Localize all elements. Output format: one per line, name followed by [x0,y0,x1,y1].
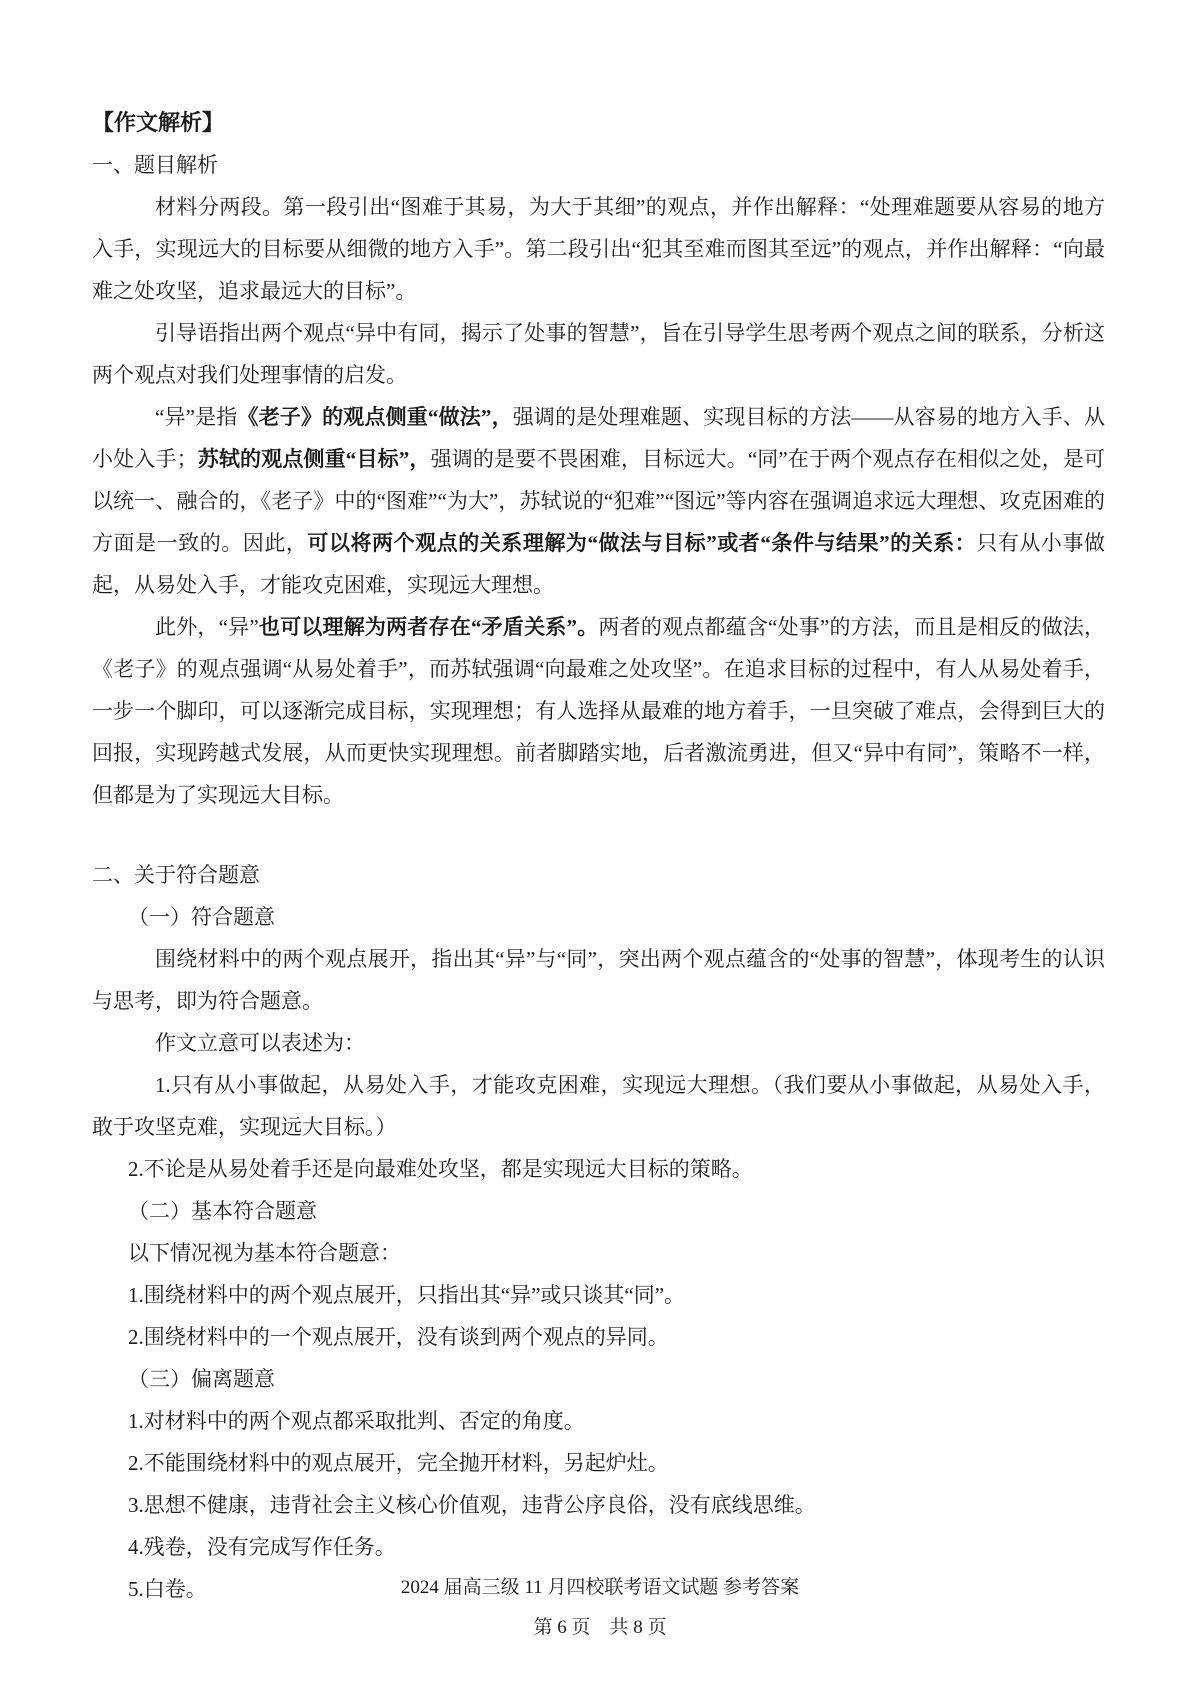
subsection-1-heading [92,896,1105,938]
paragraph-guide [92,312,1105,396]
text-run: 以下情况视为基本符合题意： [128,1241,401,1265]
paragraph-difference [92,396,1105,606]
text-run: 2.围绕材料中的一个观点展开，没有谈到两个观点的异同。 [128,1325,669,1349]
list-item-intent-2 [92,1148,1105,1190]
text-run: 1.围绕材料中的两个观点展开，只指出其“异”或只谈其“同”。 [128,1283,686,1307]
text-run: 材料分两段。第一段引出“图难于其易，为大于其细”的观点，并作出解释：“处理难题要从容易的地方入手，实现远大的目标要从细微的地方入手”。第二段引出“犯其至难而图其至远”的观点，并作出解释：“向最难之处攻坚，追求最远大的目标”。 [92,195,1105,303]
text-run: 引导语指出两个观点“异中有同，揭示了处事的智慧”，旨在引导学生思考两个观点之间的联系，分析这两个观点对我们处理事情的启发。 [92,321,1105,387]
paragraph-fit-topic [92,938,1105,1022]
bold-text: 【作文解析】 [92,110,225,135]
section-2-heading [92,854,1105,896]
list-item-intent-1 [92,1064,1105,1148]
text-run: 3.思想不健康，违背社会主义核心价值观，违背公序良俗，没有底线思维。 [128,1493,816,1517]
text-run: （一）符合题意 [128,905,275,929]
document-body [92,102,1105,1610]
text-run: 1.只有从小事做起，从易处入手，才能攻克困难，实现远大理想。（我们要从小事做起，从易处入手，敢于攻坚克难，实现远大目标。） [92,1073,1105,1139]
text-run: （二）基本符合题意 [128,1199,317,1223]
subsection-3-heading [92,1358,1105,1400]
essay-analysis-title [92,102,1105,144]
list-item-basic-2 [92,1316,1105,1358]
paragraph-contradiction [92,606,1105,816]
page-footer [0,1568,1200,1648]
text-run: 强调的是要不畏困难，目标远大。“同”在于两个观点存在相似之处，是可以统一、融合的，《老子》中的“图难”“为大”，苏轼说的“犯难”“图远”等内容在强调追求远大理想、攻克困难的方面是一致的。因此， [92,447,1106,555]
text-run: 围绕材料中的两个观点展开，指出其“异”与“同”，突出两个观点蕴含的“处事的智慧”，体现考生的认识与思考，即为符合题意。 [92,947,1105,1013]
list-item-offtopic-1 [92,1400,1105,1442]
text-run: 强调的是处理难题、实现目标的方法——从容易的地方入手、从小处入手； [92,405,1106,471]
section-1-heading [92,144,1105,186]
bold-text: 也可以理解为两者存在“矛盾关系”。 [258,615,599,639]
paragraph-basic-fit-intro [92,1232,1105,1274]
bold-text: 苏轼的观点侧重“目标”， [197,447,431,471]
text-run: 1.对材料中的两个观点都采取批判、否定的角度。 [128,1409,585,1433]
text-run: 2.不能围绕材料中的观点展开，完全抛开材料，另起炉灶。 [128,1451,669,1475]
text-run: 5.白卷。 [128,1577,207,1601]
text-run: 一、题目解析 [92,153,218,177]
subsection-2-heading [92,1190,1105,1232]
text-run: （三）偏离题意 [128,1367,275,1391]
text-run: 二、关于符合题意 [92,863,260,887]
text-run: 2.不论是从易处着手还是向最难处攻坚，都是实现远大目标的策略。 [128,1157,753,1181]
text-run: 4.残卷，没有完成写作任务。 [128,1535,396,1559]
text-run: “异”是指 [155,405,238,429]
list-item-basic-1 [92,1274,1105,1316]
bold-text: 《老子》的观点侧重“做法”， [237,405,513,429]
section-gap [92,816,1105,854]
paragraph-material [92,186,1105,312]
footer-document-title: 2024 届高三级 11 月四校联考语文试题 参考答案 [400,1577,800,1598]
list-item-offtopic-3 [92,1484,1105,1526]
list-item-offtopic-2 [92,1442,1105,1484]
text-run: 此外，“异” [155,615,259,639]
text-run: 只有从小事做起，从易处入手，才能攻克困难，实现远大理想。 [92,531,1106,597]
list-item-offtopic-4 [92,1526,1105,1568]
paragraph-intent-intro [92,1022,1105,1064]
footer-page-number: 第 6 页 共 8 页 [533,1617,667,1638]
text-run: 作文立意可以表述为： [155,1031,365,1055]
text-run: 两者的观点都蕴含“处事”的方法，而且是相反的做法，《老子》的观点强调“从易处着手”，而苏轼强调“向最难之处攻坚”。在追求目标的过程中，有人从易处着手，一步一个脚印，可以逐渐完成目标，实现理想；有人选择从最难的地方着手，一旦突破了难点，会得到巨大的回报，实现跨越式发展，从而更快实现理想。前者脚踏实地，后者激流勇进，但又“异中有同”，策略不一样，但都是为了实现远大目标。 [92,615,1106,807]
bold-text: 可以将两个观点的关系理解为“做法与目标”或者“条件与结果”的关系： [307,531,977,555]
